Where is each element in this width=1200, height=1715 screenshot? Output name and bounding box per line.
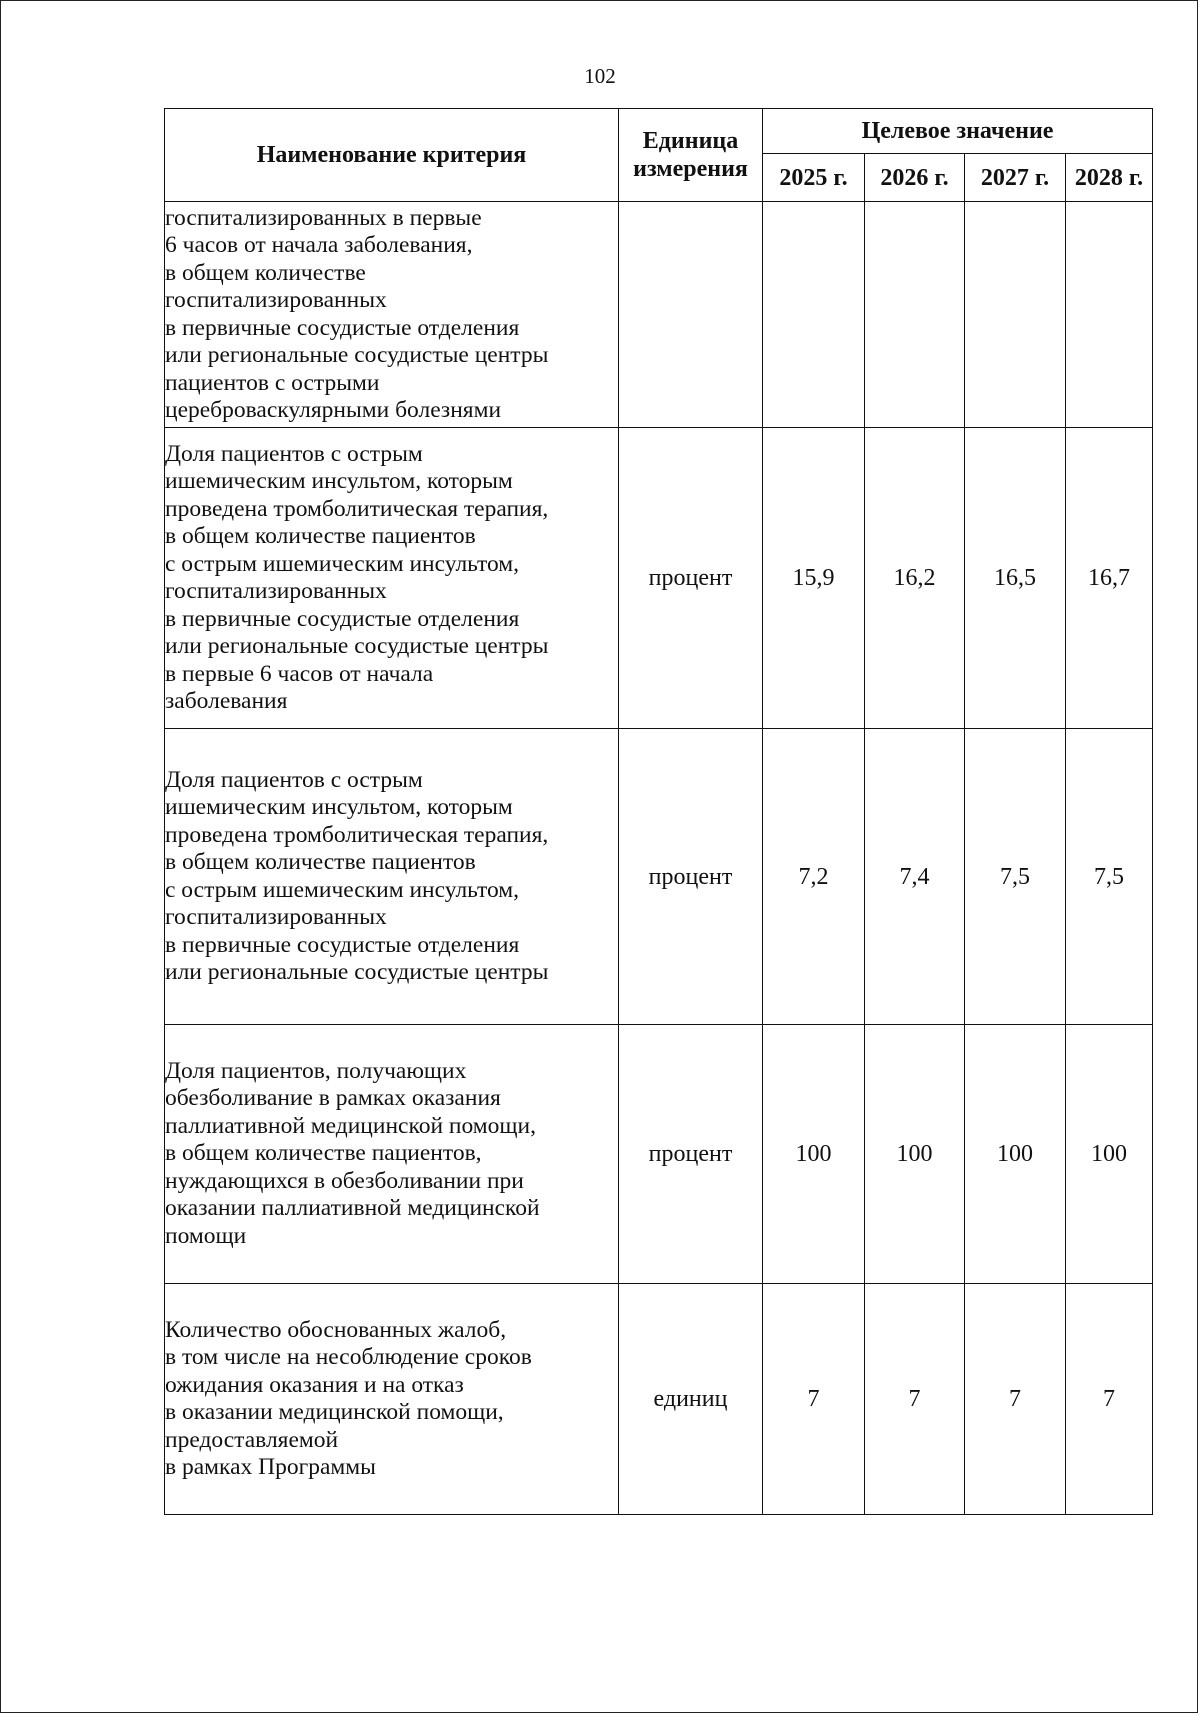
header-year-2027: 2027 г. [965,154,1066,202]
criterion-name: Количество обоснованных жалоб, в том числе на несоблюдение сроков ожидания оказания и на отказ в оказании медицинской помощи, предоставляемой в рамках Программы [165,1284,619,1515]
table-row [165,428,1153,729]
value-2026: 100 [865,1025,965,1284]
header-target-value: Целевое значение [763,109,1153,154]
header-unit: Единица измерения [619,109,763,202]
criterion-name: Доля пациентов, получающих обезболивание в рамках оказания паллиативной медицинской помощи, в общем количестве пациентов, нуждающихся в обезболивании при оказании паллиативной медицинской помощи [165,1025,619,1284]
value-2027: 100 [965,1025,1066,1284]
value-2025: 7,2 [763,729,865,1025]
value-2027: 7,5 [965,729,1066,1025]
criterion-unit: процент [619,729,763,1025]
header-criterion-name: Наименование критерия [165,109,619,202]
value-2027: 16,5 [965,428,1066,729]
value-2025: 7 [763,1284,865,1515]
table-row [165,1284,1153,1515]
criterion-unit: единиц [619,1284,763,1515]
value-2028: 100 [1066,1025,1153,1284]
criterion-unit: процент [619,428,763,729]
criterion-name: Доля пациентов с острым ишемическим инсультом, которым проведена тромболитическая терапия, в общем количестве пациентов с острым ишемическим инсультом, госпитализированных в первичные сосудистые отделения или региональные сосудистые центры [165,729,619,1025]
value-2027 [965,202,1066,428]
page-number: 102 [584,64,616,88]
value-2026: 16,2 [865,428,965,729]
criterion-unit: процент [619,1025,763,1284]
value-2028: 7,5 [1066,729,1153,1025]
criterion-name: Доля пациентов с острым ишемическим инсультом, которым проведена тромболитическая терапия, в общем количестве пациентов с острым ишемическим инсультом, госпитализированных в первичные сосудистые отделения или региональные сосудистые центры в первые 6 часов от начала заболевания [165,428,619,729]
value-2026 [865,202,965,428]
value-2028: 16,7 [1066,428,1153,729]
criteria-table [164,108,1153,1515]
value-2027: 7 [965,1284,1066,1515]
header-year-2025: 2025 г. [763,154,865,202]
value-2025: 100 [763,1025,865,1284]
table-row [165,202,1153,428]
value-2026: 7,4 [865,729,965,1025]
criterion-name: госпитализированных в первые 6 часов от начала заболевания, в общем количестве госпитализированных в первичные сосудистые отделения или региональные сосудистые центры пациентов с острыми цереброваскулярными болезнями [165,202,619,428]
table-row [165,729,1153,1025]
value-2025: 15,9 [763,428,865,729]
value-2028 [1066,202,1153,428]
header-year-2028: 2028 г. [1066,154,1153,202]
value-2025 [763,202,865,428]
value-2028: 7 [1066,1284,1153,1515]
value-2026: 7 [865,1284,965,1515]
header-year-2026: 2026 г. [865,154,965,202]
criterion-unit [619,202,763,428]
table-row [165,1025,1153,1284]
